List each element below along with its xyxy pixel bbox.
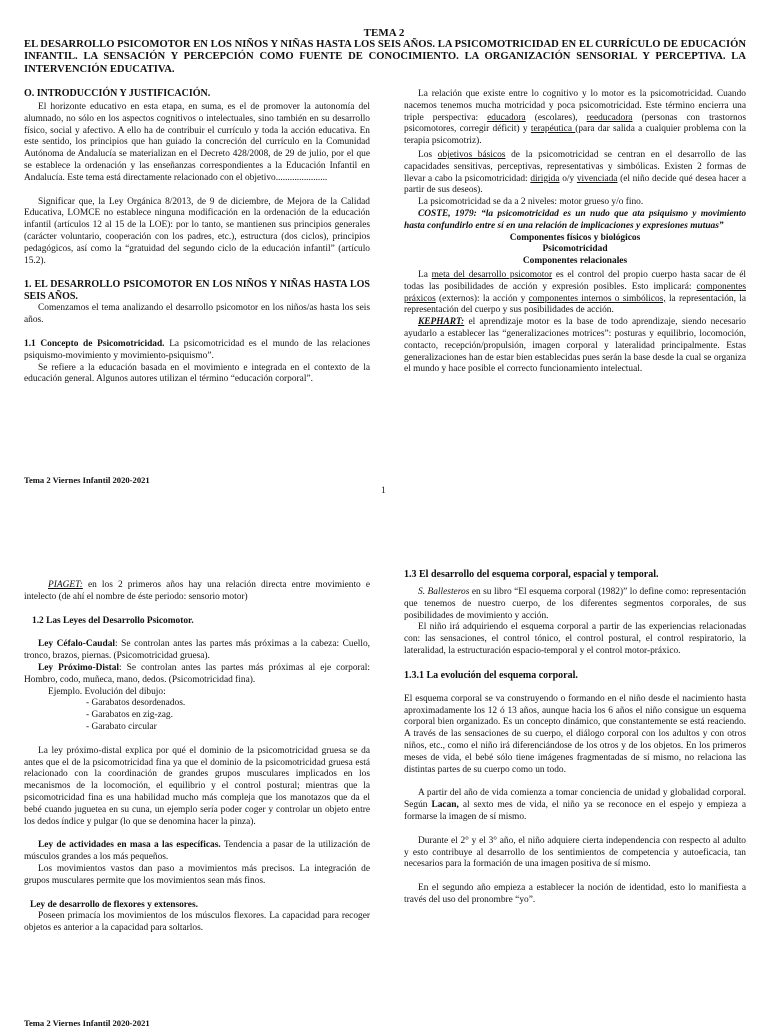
text-span: en los 2 primeros años hay una relación directa entre movimiento e intelecto (de ahí el nombre de éste periodo: sensorio motor) bbox=[24, 580, 370, 602]
example-label: Ejemplo. Evolución del dibujo: bbox=[48, 686, 166, 697]
page-gap bbox=[0, 520, 768, 560]
section-0-paragraph: El horizonte educativo en esta etapa, en suma, es el de promover la autonomía del alumnado, no sólo en los aspectos cognitivos o intelectuales, sino también en su desarrollo físico, social y afectivo. A ello ha de contribuir el currículo y toda la acción educativa. En este sentido, los principios que han guiado la concreción del currículo en la Comunidad Autónoma de Andalucía se materializan en el Decreto 428/2008, de 29 de julio, por el que se establece la ordenación y las enseñanzas correspondientes a la Educación Infantil en Andalucía. Este tema está directamente relacionado con el objetivo...................... bbox=[24, 102, 370, 183]
page-number: 1 bbox=[381, 486, 386, 496]
paragraph: El niño irá adquiriendo el esquema corporal a partir de las experiencias relacionadas con: las sensaciones, el control tónico, el control postural, el control respiratorio, la lateralidad, la estructuración espacio-temporal y el control motor-práxico. bbox=[404, 622, 746, 656]
paragraph: El esquema corporal se va construyendo o formando en el niño desde el nacimiento hasta aproximadamente los 12 ó 13 años, aunque hacia los 6 años el niño consigue un esquema corporal bien organizado. Es un concepto dinámico, que constantemente se está reaciendo. A través de las sensaciones de su cuerpo, el diálogo corporal con los adultos y con otros niños, etc., como el niño irá diferenciándose de los otros y de los objetos. En los primeros meses de vida, el bebé sólo tiene imágenes fragmentadas de sí mismo, no relaciona las distintas partes de su cuerpo como un todo. bbox=[404, 693, 746, 775]
list-item: - Garabato circular bbox=[86, 721, 157, 732]
text-span: (externos): la acción y bbox=[435, 293, 529, 304]
text-span: de la psicomotricidad se centran en el desarrollo de las capacidades sensitivas, perceptivas, representativas y simbólicas. Existen 2 formas de llevar a cabo la psicomotricidad: bbox=[404, 149, 746, 184]
underlined-term: terapéutica bbox=[530, 124, 576, 135]
section-0-title: O. INTRODUCCIÓN Y JUSTIFICACIÓN. bbox=[24, 88, 211, 99]
paragraph: Poseen primacía los movimientos de los músculos flexores. La capacidad para recoger objetos es anterior a la capacidad para soltarlos. bbox=[24, 911, 370, 934]
text-span: Tendencia a pasar de la utilización de músculos grandes a los más pequeños. bbox=[24, 840, 370, 863]
section-1-2-title: 1.2 Las Leyes del Desarrollo Psicomotor. bbox=[32, 615, 194, 626]
components-line: Componentes físicos y biológicos bbox=[509, 232, 641, 243]
text-span: A partir del año de vida comienza a tomar conciencia de unidad y globalidad corporal. Según bbox=[404, 788, 746, 811]
paragraph: La ley próximo-distal explica por qué el dominio de la psicomotricidad gruesa se da antes que el de la psicomotricidad fina ya que el dominio de la psicomotricidad gruesa está relacionado con la coordinación de grandes grupos musculares implicados en los mecanismos de la locomoción, el equilibrio y el control postural; mientras que la psicomotricidad fina es una habilidad mucho más compleja que los manotazos que da el bebé cuando juguetea en su cuna, un ejemplo sería poder coger y controlar un objeto entre los dedos índice y pulgar (lo que se denomina hacer la pinza). bbox=[24, 745, 370, 827]
components-line: Componentes relacionales bbox=[522, 256, 628, 267]
law-paragraph bbox=[24, 639, 370, 663]
document-page-2 bbox=[0, 560, 768, 1028]
text-span: : Se controlan antes las partes más próximas a la cabeza: Cuello, tronco, brazos, piernas. (Psicomotricidad gruesa). bbox=[24, 639, 370, 662]
paragraph bbox=[404, 587, 746, 622]
section-1-title: 1. EL DESARROLLO PSICOMOTOR EN LOS NIÑOS Y NIÑAS HASTA LOS SEIS AÑOS. bbox=[24, 279, 370, 303]
text-span: es el control del propio cuerpo hasta sacar de él todas las posibilidades de acción y expresión posibles. Esto implicará: bbox=[404, 269, 746, 292]
text-span: el aprendizaje motor es la base de todo aprendizaje, siendo necesario ayudarlo a establecer las “generalizaciones motrices”: posturas y equilibrio, locomoción, contacto, recepción/propulsión, imagen corporal y lateralidad principalmente. Estas generalizaciones han de estar bien establecidas pues serán la base desde la cual se organiza el mundo y hace posible el correcto funcionamiento intelectual. bbox=[404, 317, 746, 375]
page1-left-column bbox=[24, 88, 370, 386]
paragraph bbox=[404, 89, 746, 148]
list-item: - Garabatos desordenados. bbox=[86, 698, 186, 709]
text-span: al sexto mes de vida, el niño ya se reconoce en el espejo y empieza a formarse la imagen de sí mismo. bbox=[404, 800, 746, 822]
paragraph bbox=[404, 317, 746, 376]
page1-right-column bbox=[404, 89, 746, 376]
text-span: Los bbox=[418, 149, 438, 160]
text-span: en su libro “El esquema corporal (1982)” lo define como: representación que tenemos de nuestro cuerpo, de los diferentes segmentos corporales, de sus posibilidades de movimiento y acción. bbox=[404, 587, 746, 621]
underlined-term: meta del desarrollo psicomotor bbox=[431, 269, 553, 280]
tema-title: TEMA 2 bbox=[363, 27, 405, 39]
underlined-term: vivenciada bbox=[576, 173, 618, 184]
section-1-paragraph: Comenzamos el tema analizando el desarrollo psicomotor en los niños/as hasta los seis años. bbox=[24, 303, 370, 326]
quote-paragraph bbox=[404, 209, 746, 233]
author-name: KEPHART: bbox=[418, 317, 465, 328]
section-0-paragraph: Significar que, la Ley Orgánica 8/2013, de 9 de diciembre, de Mejora de la Calidad Educativa, LOMCE no establece ninguna modificación en la ordenación de la educación infantil (artículos 12 al 15 de la LOE): por lo tanto, se mantienen sus principios generales (carácter voluntario, cooperación con los padres, etc.), estructura (dos ciclos), principios pedagógicos, así como la “gratuidad del segundo ciclo de la educación infantil” (artículo 15.2). bbox=[24, 196, 370, 266]
paragraph bbox=[404, 788, 746, 823]
underlined-term: dirigida bbox=[530, 173, 560, 184]
law-title: Ley Céfalo-Caudal bbox=[38, 639, 115, 650]
section-1-3-1-title: 1.3.1 La evolución del esquema corporal. bbox=[404, 669, 578, 681]
page-footer: Tema 2 Viernes Infantil 2020-2021 bbox=[24, 475, 150, 485]
text-span: (personas con trastornos psicomotores, corregir déficit) y bbox=[404, 112, 746, 135]
text-span: La psicomotricidad es el mundo de las relaciones psiquismo-movimiento y movimiento-psiquismo”. bbox=[24, 338, 370, 361]
paragraph bbox=[404, 150, 746, 197]
author-name: Lacan, bbox=[431, 800, 459, 811]
paragraph bbox=[24, 580, 370, 604]
text-span: La bbox=[418, 269, 432, 280]
author-name: PIAGET: bbox=[48, 580, 83, 590]
section-1-1-paragraph: Se refiere a la educación basada en el movimiento e integrada en el contexto de la educación general. Algunos autores utilizan el término “educación corporal”. bbox=[24, 362, 370, 385]
paragraph: Los movimientos vastos dan paso a movimientos más precisos. La integración de grupos musculares permite que los movimientos sean más finos. bbox=[24, 863, 370, 886]
quote-author: COSTE, 1979: bbox=[418, 208, 477, 219]
law-paragraph bbox=[24, 840, 370, 864]
underlined-term: educadora bbox=[487, 112, 526, 123]
section-1-3-title: 1.3 El desarrollo del esquema corporal, espacial y temporal. bbox=[404, 569, 659, 580]
law-title: Ley de actividades en masa a las específicas. bbox=[38, 840, 221, 851]
law-title: Ley de desarrollo de flexores y extensores. bbox=[30, 899, 198, 910]
paragraph: La psicomotricidad se da a 2 niveles: motor grueso y/o fino. bbox=[418, 197, 644, 208]
text-span: : Se controlan antes las partes más próximas al eje corporal: Hombro, codo, muñeca, mano, dedos. (Psicomotricidad fina). bbox=[24, 662, 370, 685]
text-span: (el niño decide qué desea hacer a partir de sus deseos). bbox=[404, 173, 746, 196]
author-name: S. Ballesteros bbox=[418, 587, 470, 597]
underlined-term: objetivos básicos bbox=[437, 149, 506, 160]
page2-left-column bbox=[24, 580, 370, 935]
text-span: (escolares), bbox=[525, 112, 587, 123]
paragraph: En el segundo año empieza a establecer la noción de identidad, esto lo manifiesta a través del uso del pronombre “yo”. bbox=[404, 883, 746, 905]
tema-heading: EL DESARROLLO PSICOMOTOR EN LOS NIÑOS Y NIÑAS HASTA LOS SEIS AÑOS. LA PSICOMOTRICIDAD EN EL CURRÍCULO DE EDUCACIÓN INFANTIL. LA SENSACIÓN Y PERCEPCIÓN COMO FUENTE DE CONOCIMIENTO. LA ORGANIZACIÓN SENSORIAL Y PERCEPTIVA. LA INTERVENCIÓN EDUCATIVA. bbox=[24, 39, 746, 75]
text-span: la representación, la representación del cuerpo y sus posibilidades de acción. bbox=[404, 293, 746, 316]
text-span: (para dar salida a cualquier problema con la terapia psicomotriz). bbox=[404, 124, 746, 147]
law-title: Ley Próximo-Distal bbox=[38, 662, 120, 673]
page2-right-column bbox=[404, 569, 746, 907]
section-1-1-paragraph bbox=[24, 339, 370, 363]
paragraph bbox=[404, 270, 746, 317]
section-1-1-title: 1.1 Concepto de Psicomotricidad. bbox=[24, 338, 165, 349]
list-item: - Garabatos en zig-zag. bbox=[86, 710, 173, 721]
underlined-term: reeducadora bbox=[586, 112, 633, 123]
underlined-term: componentes práxicos bbox=[404, 281, 746, 304]
page-footer: Tema 2 Viernes Infantil 2020-2021 bbox=[24, 1018, 150, 1028]
law-paragraph bbox=[24, 663, 370, 687]
text-span: o/y bbox=[559, 173, 577, 184]
components-line: Psicomotricidad bbox=[542, 244, 608, 255]
quote-text: “la psicomotricidad es un nudo que ata psiquismo y movimiento hasta confundirlo entre sí en una relación de implicaciones y expresiones mutuas” bbox=[404, 208, 747, 231]
text-span: La relación que existe entre lo cognitivo y lo motor es la psicomotricidad. Cuando nacemos tenemos mucha motricidad y poca psicomotricidad. Este término encierra una triple perspectiva: bbox=[404, 89, 746, 123]
paragraph: Durante el 2° y el 3° año, el niño adquiere cierta independencia con respecto al adulto y esto contribuye al desarrollo de los sentimientos de competencia y autoeficacia, tan necesarios para la formación de una imagen positiva de sí mismo. bbox=[404, 835, 746, 870]
underlined-term: componentes internos o simbólicos, bbox=[528, 293, 666, 304]
